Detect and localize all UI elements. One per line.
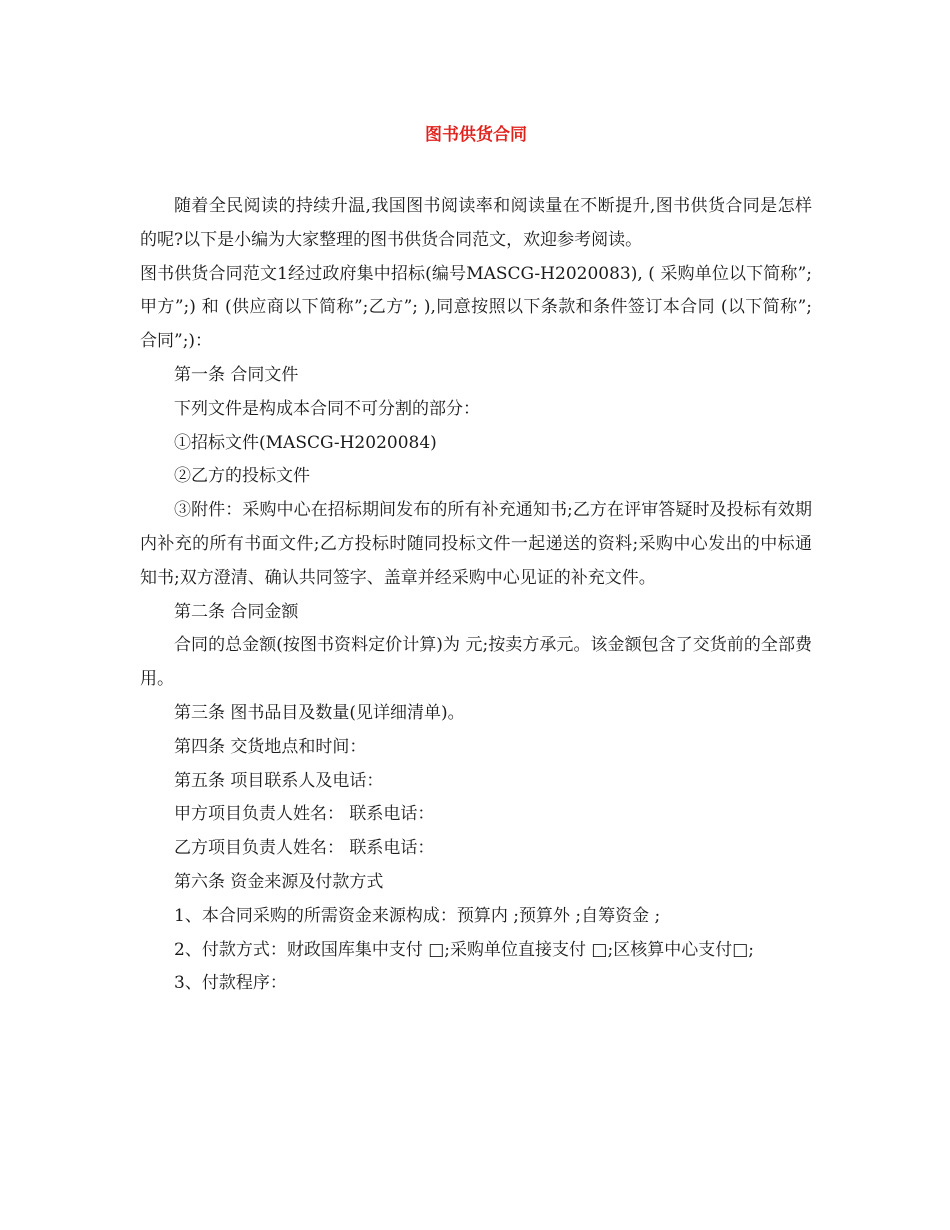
article-1-intro: 下列文件是构成本合同不可分割的部分： bbox=[174, 398, 480, 419]
article-3-heading: 第三条 图书品目及数量(见详细清单)。 bbox=[174, 702, 465, 723]
article-2-heading: 第二条 合同金额 bbox=[174, 601, 299, 622]
sample-paragraph bbox=[140, 258, 812, 359]
article-5-heading: 第五条 项目联系人及电话： bbox=[174, 770, 384, 791]
intro-paragraph: 随着全民阅读的持续升温,我国图书阅读率和阅读量在不断提升,图书供货合同是怎样的呢?以下是小编为大家整理的图书供货合同范文，欢迎参考阅读。 bbox=[140, 196, 812, 250]
article-1-item-3: ③附件：采购中心在招标期间发布的所有补充通知书;乙方在评审答疑时及投标有效期内补充的所有书面文件;乙方投标时随同投标文件一起递送的资料;采购中心发出的中标通知书;双方澄清、确认共同签字、盖章并经采购中心见证的补充文件。 bbox=[140, 500, 812, 588]
party-b-contact: 乙方项目负责人姓名： 联系电话： bbox=[174, 838, 435, 859]
document-body bbox=[140, 190, 812, 1001]
party-a-contact: 甲方项目负责人姓名： 联系电话： bbox=[174, 804, 435, 825]
article-2-text: 合同的总金额(按图书资料定价计算)为 元;按卖方承元。该金额包含了交货前的全部费用。 bbox=[140, 635, 812, 690]
article-1-item-2: ②乙方的投标文件 bbox=[174, 466, 310, 487]
document-title: 图书供货合同 bbox=[425, 125, 527, 145]
sample-text: 经过政府集中招标(编号MASCG-H2020083), ( 采购单位以下简称”;甲方”;) 和 (供应商以下简称”;乙方”; ),同意按照以下条款和条件签订本合同 (以下简称”;合同”;)： bbox=[140, 263, 812, 352]
article-6-heading: 第六条 资金来源及付款方式 bbox=[174, 871, 384, 892]
sample-heading: 图书供货合同范文1 bbox=[140, 263, 288, 284]
article-1-heading: 第一条 合同文件 bbox=[174, 364, 299, 385]
article-6-item-3: 3、付款程序： bbox=[174, 973, 287, 994]
article-4-heading: 第四条 交货地点和时间： bbox=[174, 736, 367, 757]
article-6-item-1: 1、本合同采购的所需资金来源构成：预算内 ;预算外 ;自筹资金 ; bbox=[174, 905, 661, 926]
article-1-item-1: ①招标文件(MASCG-H2020084) bbox=[174, 432, 437, 453]
article-6-item-2: 2、付款方式：财政国库集中支付 □;采购单位直接支付 □;区核算中心支付□; bbox=[174, 939, 754, 960]
